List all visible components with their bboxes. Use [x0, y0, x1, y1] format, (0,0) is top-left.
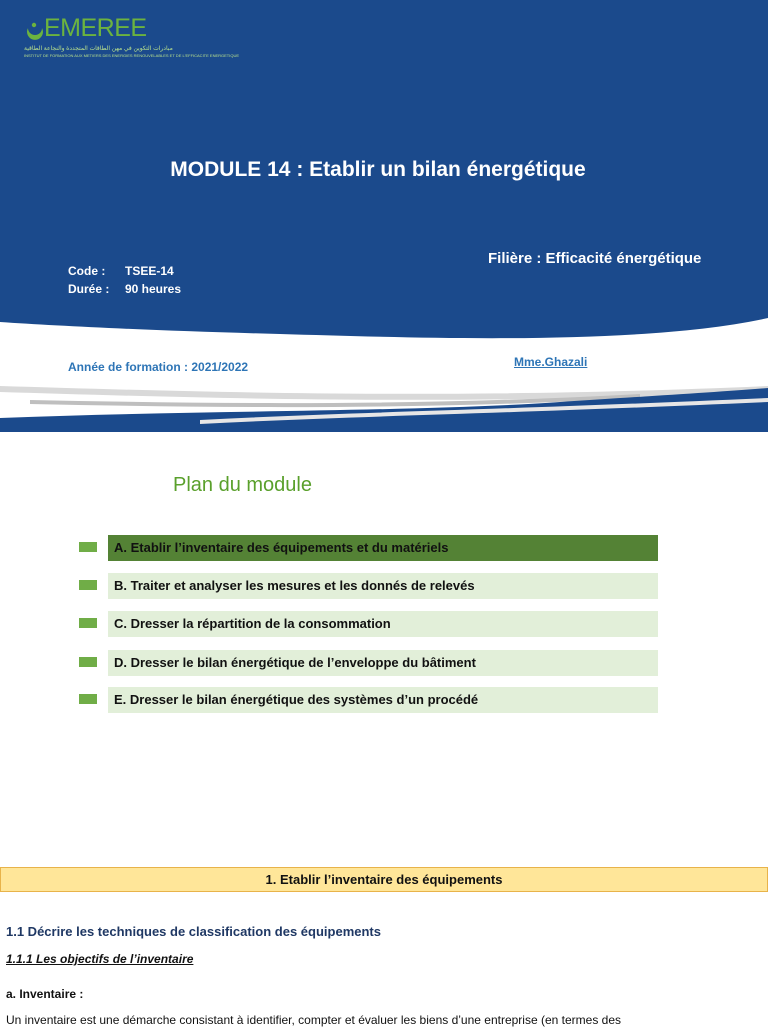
plan-item-b[interactable]: B. Traiter et analyser les mesures et les donnés de relevés	[108, 573, 658, 599]
logo-subtitle-arabic: مبادرات التكوين في مهن الطاقات المتجددة والنجاعة الطاقية	[24, 46, 173, 52]
plan-item-d[interactable]: D. Dresser le bilan énergétique de l’enveloppe du bâtiment	[108, 650, 658, 676]
plan-title: Plan du module	[173, 474, 312, 496]
code-value: TSEE-14	[125, 264, 174, 278]
plan-item-a[interactable]: A. Etablir l’inventaire des équipements et du matériels	[108, 535, 658, 561]
filiere-label: Filière : Efficacité énergétique	[488, 250, 702, 267]
bullet-icon	[79, 618, 97, 628]
heading-inventaire: a. Inventaire :	[6, 987, 84, 1001]
bullet-icon	[79, 580, 97, 590]
cover-slide	[0, 0, 768, 432]
duree-value: 90 heures	[125, 282, 182, 296]
bullet-icon	[79, 542, 97, 552]
plan-item-e[interactable]: E. Dresser le bilan énergétique des systèmes d’un procédé	[108, 687, 658, 713]
duree-label: Durée :	[68, 282, 110, 296]
heading-1-1-1: 1.1.1 Les objectifs de l’inventaire	[6, 952, 194, 966]
bullet-icon	[79, 694, 97, 704]
logo-wordmark: EMEREE	[44, 14, 147, 42]
code-row	[68, 264, 174, 278]
logo-subtitle-french: INSTITUT DE FORMATION AUX METIERS DES ENERGIES RENOUVELABLES ET DE L'EFFICACITE ENERGETIQUE	[24, 53, 240, 58]
body-paragraph: Un inventaire est une démarche consistant à identifier, compter et évaluer les biens d’une entreprise (en termes des	[6, 1013, 621, 1027]
plan-item-c[interactable]: C. Dresser la répartition de la consommation	[108, 611, 658, 637]
section-header: 1. Etablir l’inventaire des équipements	[0, 867, 768, 892]
plan-slide	[0, 432, 768, 817]
duree-row	[68, 282, 181, 296]
code-label: Code :	[68, 264, 106, 278]
author-link[interactable]: Mme.Ghazali	[514, 355, 588, 369]
module-title: MODULE 14 : Etablir un bilan énergétique	[170, 158, 586, 181]
training-year: Année de formation : 2021/2022	[68, 360, 249, 374]
bullet-icon	[79, 657, 97, 667]
document-page	[0, 817, 768, 1027]
heading-1-1: 1.1 Décrire les techniques de classification des équipements	[6, 924, 381, 939]
